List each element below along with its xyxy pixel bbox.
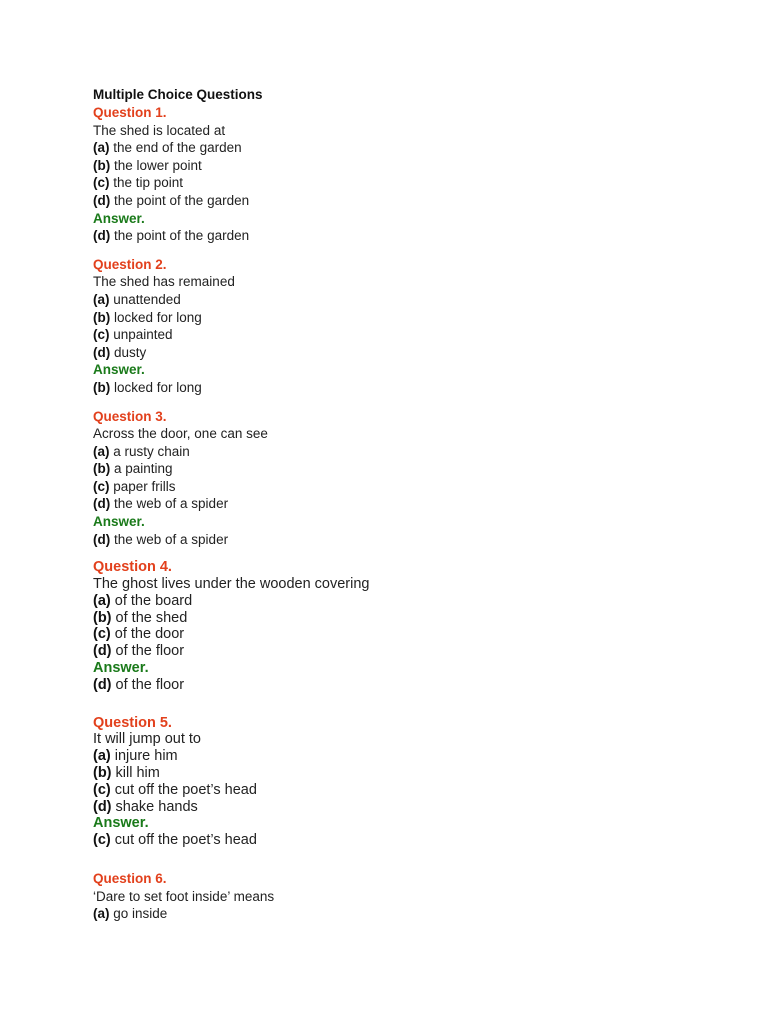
question-prompt: The shed is located at — [93, 122, 226, 138]
answer-letter: (c) — [93, 832, 111, 849]
question-block-5 — [93, 715, 733, 849]
option-d — [93, 495, 733, 513]
option-text: a painting — [110, 461, 173, 477]
option-text: shake hands — [111, 798, 198, 815]
answer-text — [93, 832, 733, 849]
option-d — [93, 192, 733, 210]
question-title: Question 1. — [93, 105, 167, 120]
option-text: of the floor — [111, 643, 185, 660]
question-title: Question 4. — [93, 559, 172, 576]
option-letter: (a) — [93, 140, 110, 156]
answer-option-text: cut off the poet’s head — [110, 832, 257, 849]
question-block-3 — [93, 408, 733, 549]
option-letter: (b) — [93, 309, 111, 325]
option-letter: (d) — [93, 192, 111, 208]
answer-letter: (b) — [93, 379, 111, 395]
answer-letter: (d) — [93, 531, 111, 547]
option-a — [93, 139, 733, 157]
option-text: the lower point — [110, 157, 202, 173]
option-letter: (d) — [93, 496, 111, 512]
question-prompt: The ghost lives under the wooden covering — [93, 576, 370, 593]
question-title: Question 2. — [93, 256, 167, 272]
option-text: dusty — [110, 344, 147, 360]
option-letter: (c) — [93, 478, 110, 494]
option-letter: (b) — [93, 765, 112, 782]
option-letter: (c) — [93, 327, 110, 343]
question-block-2 — [93, 256, 733, 397]
question-prompt: Across the door, one can see — [93, 426, 268, 442]
option-d — [93, 643, 733, 660]
question-block-6 — [93, 870, 733, 923]
option-text: of the door — [110, 626, 185, 643]
question-prompt: ‘Dare to set foot inside’ means — [93, 888, 275, 904]
option-text: the tip point — [109, 175, 184, 191]
answer-text — [93, 677, 733, 694]
option-text: kill him — [111, 765, 160, 782]
option-text: locked for long — [110, 309, 202, 325]
answer-option-text: the point of the garden — [110, 228, 250, 244]
option-a — [93, 443, 733, 461]
answer-label: Answer. — [93, 660, 149, 677]
document-page — [93, 86, 733, 923]
option-a — [93, 291, 733, 309]
answer-text — [93, 531, 733, 549]
answer-label: Answer. — [93, 210, 145, 226]
option-a — [93, 748, 733, 765]
option-letter: (d) — [93, 344, 111, 360]
option-text: the point of the garden — [110, 192, 250, 208]
option-c — [93, 174, 733, 192]
option-b — [93, 157, 733, 175]
option-b — [93, 765, 733, 782]
answer-option-text: locked for long — [110, 379, 202, 395]
option-c — [93, 326, 733, 344]
option-text: unattended — [109, 291, 181, 307]
option-a — [93, 593, 733, 610]
option-text: of the shed — [111, 609, 188, 626]
question-title: Question 3. — [93, 408, 167, 424]
option-c — [93, 478, 733, 496]
answer-label: Answer. — [93, 815, 149, 832]
option-letter: (d) — [93, 643, 112, 660]
option-letter: (d) — [93, 798, 112, 815]
option-letter: (b) — [93, 461, 111, 477]
question-block-4 — [93, 559, 733, 693]
option-d — [93, 799, 733, 816]
question-title: Question 6. — [93, 871, 167, 886]
option-letter: (a) — [93, 748, 111, 765]
answer-label: Answer. — [93, 514, 145, 530]
option-letter: (b) — [93, 157, 111, 173]
answer-text — [93, 227, 733, 245]
question-prompt: It will jump out to — [93, 731, 201, 748]
option-letter: (a) — [93, 592, 111, 609]
option-b — [93, 309, 733, 327]
option-c — [93, 626, 733, 643]
answer-letter: (d) — [93, 676, 112, 693]
question-prompt: The shed has remained — [93, 274, 235, 290]
option-letter: (c) — [93, 175, 110, 191]
question-block-1 — [93, 104, 733, 245]
option-d — [93, 344, 733, 362]
question-title: Question 5. — [93, 714, 172, 731]
option-a — [93, 905, 733, 923]
option-letter: (a) — [93, 906, 110, 922]
option-letter: (a) — [93, 443, 110, 459]
option-b — [93, 460, 733, 478]
option-text: of the board — [110, 592, 193, 609]
option-letter: (b) — [93, 609, 112, 626]
option-text: cut off the poet’s head — [110, 781, 257, 798]
option-b — [93, 610, 733, 627]
option-text: the web of a spider — [110, 496, 229, 512]
answer-option-text: of the floor — [111, 676, 185, 693]
answer-option-text: the web of a spider — [110, 531, 229, 547]
option-c — [93, 782, 733, 799]
option-text: go inside — [109, 906, 168, 922]
option-text: a rusty chain — [109, 443, 190, 459]
answer-label: Answer. — [93, 362, 145, 378]
option-text: the end of the garden — [109, 140, 242, 156]
option-text: unpainted — [109, 327, 173, 343]
answer-letter: (d) — [93, 228, 111, 244]
page-title: Multiple Choice Questions — [93, 87, 263, 102]
option-text: injure him — [110, 748, 178, 765]
option-text: paper frills — [109, 478, 176, 494]
answer-text — [93, 379, 733, 397]
option-letter: (c) — [93, 781, 111, 798]
option-letter: (c) — [93, 626, 111, 643]
option-letter: (a) — [93, 291, 110, 307]
